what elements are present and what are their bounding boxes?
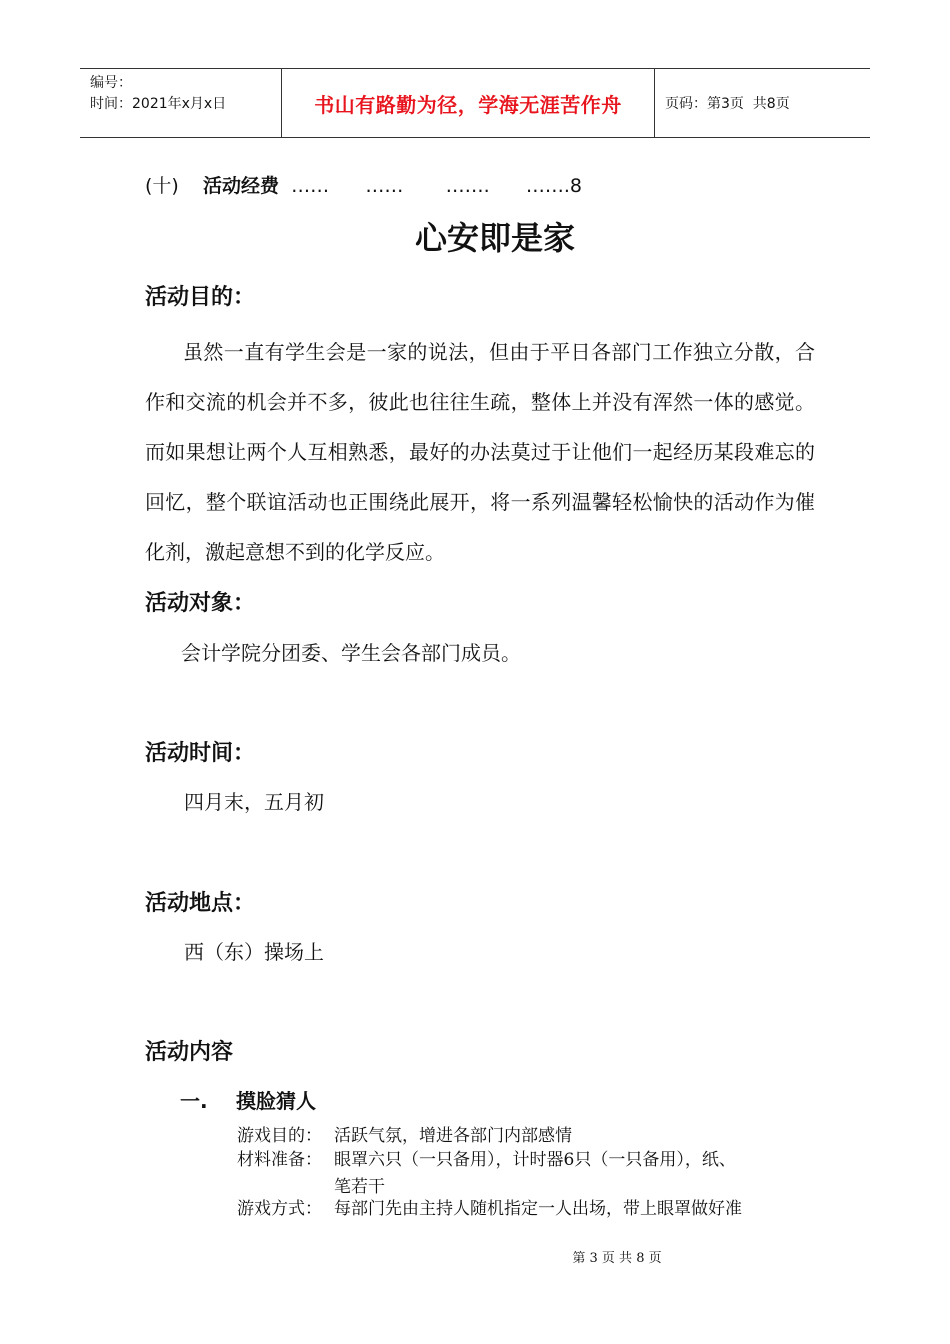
material-line [237,1148,736,1172]
header-date-label: 时间：2021年x月x日 [90,96,227,112]
document-title: 心安即是家 [414,219,575,257]
method-key: 游戏方式： [237,1199,322,1219]
goal-value: 活跃气氛，增进各部门内部感情 [334,1126,572,1146]
header-page-info [655,69,870,137]
item-title: 摸脸猜人 [236,1089,316,1113]
purpose-heading: 活动目的： [145,285,256,310]
time-text: 四月末，五月初 [184,790,324,814]
target-heading: 活动对象： [145,591,256,616]
item-number: 一. [180,1089,208,1113]
material-continuation: 笔若干 [334,1177,385,1197]
header-page-label: 页码：第3页 共8页 [665,96,790,112]
header-motto: 书山有路勤为径，学海无涯苦作舟 [282,69,655,137]
toc-label: 活动经费 [203,175,280,197]
content-heading: 活动内容 [145,1040,234,1065]
place-text: 西（东）操场上 [184,940,324,964]
header-number-label: 编号： [90,75,132,91]
goal-key: 游戏目的： [237,1126,322,1146]
time-heading: 活动时间： [145,741,256,766]
target-text: 会计学院分团委、学生会各部门成员。 [181,641,521,665]
page-header [80,68,870,138]
toc-entry [145,171,582,198]
purpose-paragraph: 虽然一直有学生会是一家的说法，但由于平日各部门工作独立分散，合作和交流的机会并不多，彼此也往往生疏，整体上并没有浑然一体的感觉。而如果想让两个人互相熟悉，最好的办法莫过于让他们一起经历某段难忘的回忆，整个联谊活动也正围绕此展开，将一系列温馨轻松愉快的活动作为催化剂，激起意想不到的化学反应。 [145,340,815,564]
material-key: 材料准备： [237,1150,322,1170]
page-footer: 第 3 页 共 8 页 [572,1251,662,1266]
goal-line [237,1124,572,1148]
toc-dots: …… …… ……. …….8 [279,175,583,197]
method-line [237,1197,742,1221]
item-heading [180,1085,316,1114]
place-heading: 活动地点： [145,891,256,916]
material-value: 眼罩六只（一只备用），计时器6只（一只备用），纸、 [334,1150,736,1170]
toc-index: (十) [145,175,179,197]
header-meta [80,69,282,137]
method-value: 每部门先由主持人随机指定一人出场，带上眼罩做好准 [334,1199,742,1219]
